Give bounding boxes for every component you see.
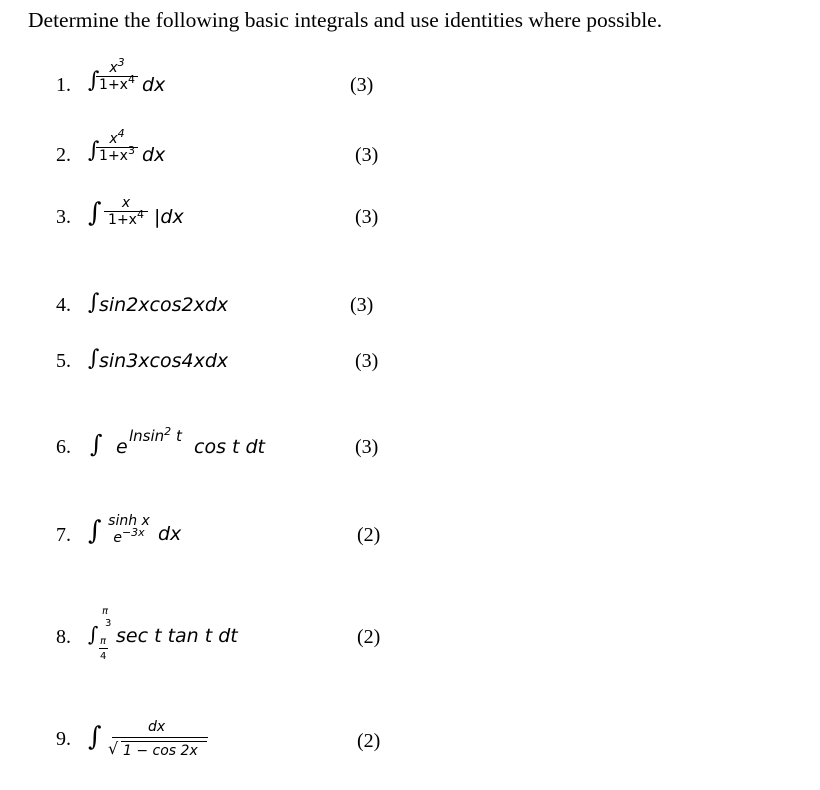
integral-sign: ∫ bbox=[88, 516, 102, 546]
problem-number: 6. bbox=[56, 436, 71, 458]
differential: |dx bbox=[154, 206, 184, 228]
marks: (3) bbox=[350, 74, 374, 96]
marks: (2) bbox=[357, 524, 381, 546]
fraction bbox=[96, 56, 138, 93]
integral-sign: ∫ bbox=[88, 138, 100, 163]
lower-limit-numerator: π bbox=[100, 636, 107, 647]
numerator: x bbox=[121, 195, 131, 211]
differential: dx bbox=[158, 523, 182, 545]
integral-sign: ∫ bbox=[90, 430, 103, 458]
exponential-base: e bbox=[116, 436, 128, 458]
marks: (2) bbox=[357, 730, 381, 752]
problem-8 bbox=[0, 608, 820, 668]
numerator: sinh x bbox=[108, 513, 150, 529]
problem-number: 4. bbox=[56, 294, 71, 316]
problem-number: 3. bbox=[56, 206, 71, 228]
integral-sign: ∫ bbox=[88, 290, 100, 315]
problem-6 bbox=[0, 420, 820, 480]
differential: dx bbox=[142, 144, 166, 166]
problem-4 bbox=[0, 278, 820, 338]
problem-number: 1. bbox=[56, 74, 71, 96]
integrand: sec t tan t dt bbox=[116, 625, 238, 647]
upper-limit-denominator: 3 bbox=[105, 618, 112, 629]
differential: dx bbox=[142, 74, 166, 96]
problem-1 bbox=[0, 58, 820, 118]
integrand: sin3xcos4xdx bbox=[99, 350, 229, 372]
marks: (3) bbox=[355, 206, 379, 228]
numerator: dx bbox=[148, 719, 166, 735]
marks: (3) bbox=[355, 350, 379, 372]
integral-sign: ∫ bbox=[88, 722, 102, 752]
problem-number: 8. bbox=[56, 626, 71, 648]
problem-number: 5. bbox=[56, 350, 71, 372]
numerator: $x^3$ bbox=[109, 56, 125, 76]
fraction bbox=[104, 196, 148, 228]
problem-2 bbox=[0, 128, 820, 188]
denominator: $1+x^4$ bbox=[108, 208, 144, 228]
marks: (3) bbox=[355, 144, 379, 166]
integrand: sin2xcos2xdx bbox=[99, 294, 229, 316]
radical-sign: √ bbox=[108, 739, 119, 758]
problem-number: 9. bbox=[56, 728, 71, 750]
page-heading: Determine the following basic integrals and use identities where possible. bbox=[28, 8, 663, 32]
numerator: $x^4$ bbox=[109, 127, 125, 147]
marks: (3) bbox=[355, 436, 379, 458]
denominator: 1 − cos 2x bbox=[123, 743, 198, 759]
integral-sign: ∫ bbox=[88, 68, 100, 93]
problem-5 bbox=[0, 334, 820, 394]
exponent: lnsin$^2$ t bbox=[129, 425, 182, 445]
marks: (2) bbox=[357, 626, 381, 648]
problem-7 bbox=[0, 508, 820, 568]
integral-sign: ∫ bbox=[88, 346, 100, 371]
integral-sign: ∫ bbox=[88, 198, 102, 228]
problem-9 bbox=[0, 710, 820, 770]
fraction bbox=[104, 514, 154, 546]
denominator: $1+x^4$ bbox=[99, 73, 135, 93]
fraction bbox=[96, 127, 138, 164]
upper-limit-numerator: π bbox=[102, 606, 109, 617]
integrand-rest: cos t dt bbox=[194, 436, 266, 458]
denominator: $1+x^3$ bbox=[99, 144, 135, 164]
problem-3 bbox=[0, 190, 820, 250]
integral-sign: ∫ bbox=[88, 622, 99, 646]
lower-limit-denominator: 4 bbox=[100, 651, 107, 662]
marks: (3) bbox=[350, 294, 374, 316]
denominator: $e^{-3x}$ bbox=[113, 526, 145, 546]
problem-number: 7. bbox=[56, 524, 71, 546]
problem-number: 2. bbox=[56, 144, 71, 166]
